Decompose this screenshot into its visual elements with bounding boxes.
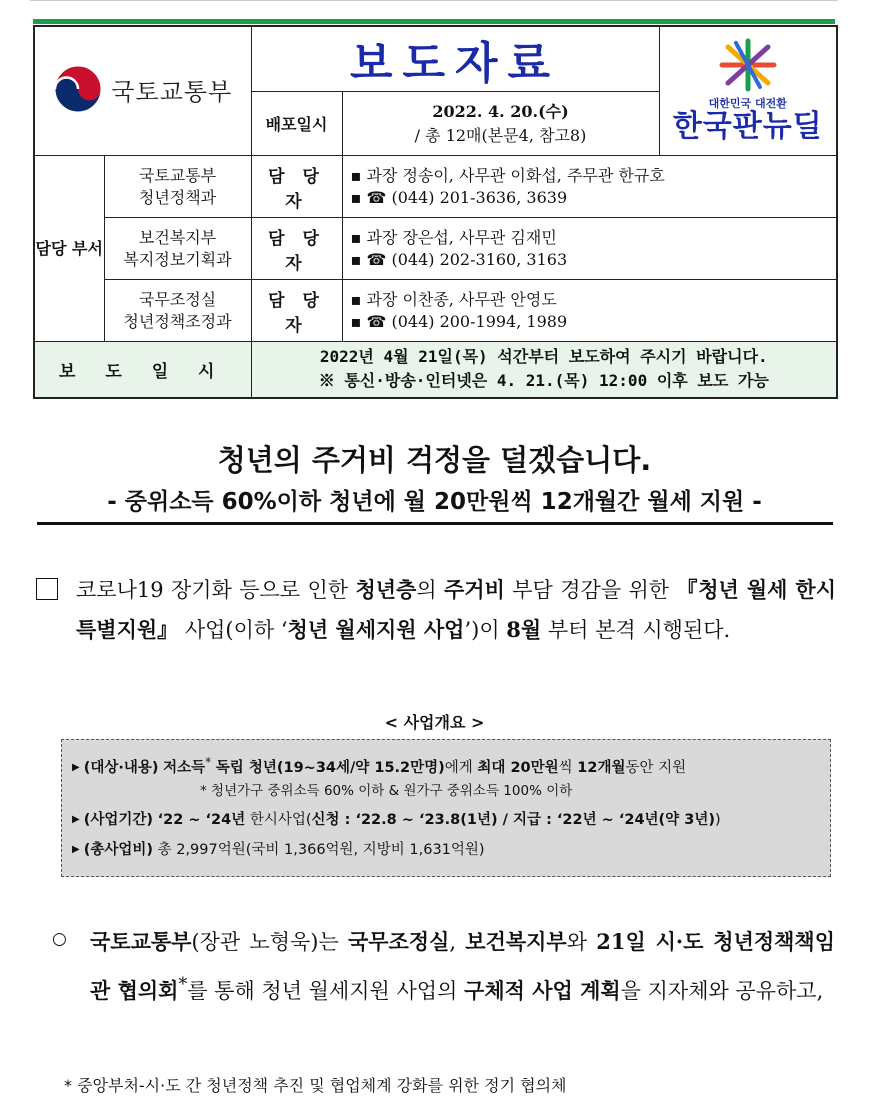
department-division: 복지정보기획과: [123, 249, 232, 269]
distribution-label: 배포일시: [251, 92, 342, 156]
department-name: [104, 218, 251, 280]
new-deal-star-icon: [708, 37, 788, 93]
contact-staff: ▪ 과장 정송이, 사무관 이화섭, 주무관 한규호: [350, 165, 665, 185]
taegeuk-icon: [53, 64, 103, 114]
department-name: [104, 156, 251, 218]
headline-divider: [37, 522, 833, 525]
ministry-name: 국토교통부: [111, 77, 233, 106]
department-name: [104, 280, 251, 342]
contact-staff: ▪ 과장 장은섭, 사무관 김재민: [350, 227, 557, 247]
contact-staff: ▪ 과장 이찬종, 사무관 안영도: [350, 289, 557, 309]
manager-label: 담 당 자: [251, 218, 342, 280]
overview-item-target: ▶ (대상·내용) 저소득* 독립 청년(19~34세/약 15.2만명)에게 최대 20만원씩 12개월동안 지원: [72, 755, 687, 776]
release-time-main: 2022년 4월 21일(목) 석간부터 보도하여 주시기 바랍니다.: [319, 347, 768, 367]
headline-title: 청년의 주거비 걱정을 덜겠습니다.: [217, 443, 652, 477]
overview-item-note: * 청년가구 중위소득 60% 이하 & 원가구 중위소득 100% 이하: [200, 782, 573, 799]
contact-phone: ▪ ☎ (044) 202-3160, 3163: [350, 249, 568, 269]
manager-label: 담 당 자: [251, 156, 342, 218]
overview-heading: < 사업개요 >: [384, 713, 485, 732]
distribution-date: 2022. 4. 20.(수): [432, 101, 569, 121]
distribution-pages: / 총 12매(본문4, 참고8): [414, 125, 587, 145]
new-deal-title: 한국판뉴딜: [672, 109, 823, 145]
department-ministry: 국무조정실: [138, 289, 217, 309]
press-release-title: 보도자료: [251, 26, 659, 92]
contact-phone: ▪ ☎ (044) 200-1994, 1989: [350, 311, 568, 331]
contact-phone: ▪ ☎ (044) 201-3636, 3639: [350, 187, 568, 207]
body-paragraph: 국토교통부(장관 노형욱)는 국무조정실, 보건복지부와 21일 시·도 청년정책책임관 협의회*를 통해 청년 월세지원 사업의 구체적 사업 계획을 지자체와 공유하고,: [90, 929, 836, 1003]
circle-bullet-icon: ○: [52, 929, 67, 949]
release-time-info: [251, 342, 837, 398]
korean-new-deal-logo-cell: [659, 26, 837, 156]
triangle-bullet-icon: ▶: [72, 813, 80, 825]
overview-item-budget: ▶ (총사업비) 총 2,997억원(국비 1,366억원, 지방비 1,631억원): [72, 841, 485, 858]
manager-label: 담 당 자: [251, 280, 342, 342]
department-division: 청년정책과: [138, 187, 217, 207]
header-green-bar: [33, 19, 835, 24]
triangle-bullet-icon: ▶: [72, 843, 80, 855]
department-group-label: 담당 부서: [34, 156, 104, 342]
department-division: 청년정책조정과: [123, 311, 232, 331]
overview-box: [61, 739, 831, 877]
intro-paragraph: 코로나19 장기화 등으로 인한 청년층의 주거비 부담 경감을 위한 『청년 월세 한시 특별지원』 사업(이하 ‘청년 월세지원 사업’)이 8월 부터 본격 시행된다.: [76, 577, 836, 642]
page-top-line: [30, 0, 838, 4]
release-time-note: ※ 통신·방송·인터넷은 4. 21.(목) 12:00 이후 보도 가능: [318, 371, 769, 391]
new-deal-subtitle: 대한민국 대전환: [708, 96, 787, 110]
headline-subtitle: - 중위소득 60%이하 청년에 월 20만원씩 12개월간 월세 지원 -: [107, 489, 762, 515]
distribution-info: [342, 92, 659, 156]
korean-new-deal-logo: [660, 37, 837, 145]
contact-info: [342, 218, 837, 280]
ministry-logo: [53, 64, 232, 114]
overview-item-period: ▶ (사업기간) ‘22 ~ ‘24년 한시사업(신청 : ‘22.8 ~ ‘23.8(1년) / 지급 : ‘22년 ~ ‘24년(약 3년)): [72, 811, 721, 828]
department-ministry: 국토교통부: [138, 165, 217, 185]
square-bullet-icon: [36, 578, 58, 600]
department-ministry: 보건복지부: [138, 227, 217, 247]
release-time-label: 보 도 일 시: [34, 342, 251, 398]
press-header-table: [33, 25, 838, 399]
ministry-logo-cell: [34, 26, 251, 156]
footnote: * 중앙부처-시·도 간 청년정책 추진 및 협업체계 강화를 위한 정기 협의체: [64, 1076, 567, 1095]
contact-info: [342, 156, 837, 218]
triangle-bullet-icon: ▶: [72, 761, 80, 773]
contact-info: [342, 280, 837, 342]
